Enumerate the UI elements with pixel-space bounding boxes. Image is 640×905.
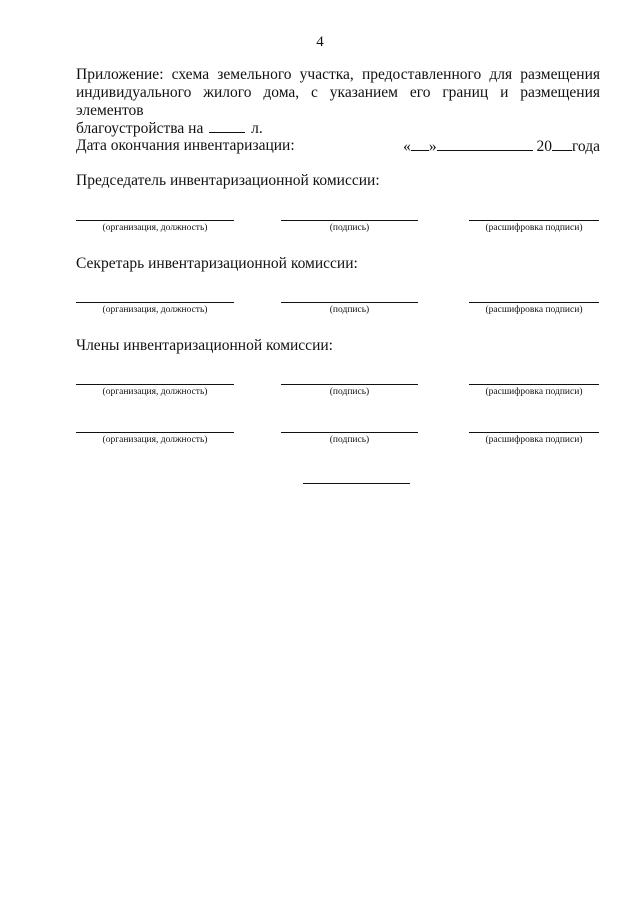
member-signature-row (0, 384, 640, 406)
caption-org: (организация, должность) (102, 223, 208, 233)
signature-line (281, 432, 418, 433)
member-1-org-field[interactable] (76, 384, 234, 397)
appendix-line-1: Приложение: схема земельного участка, предоставленного для размещения (76, 66, 600, 83)
chairman-heading: Председатель инвентаризационной комиссии: (76, 172, 380, 189)
appendix-line-3-suffix: л. (251, 120, 263, 137)
caption-org: (организация, должность) (102, 305, 208, 315)
signature-line (76, 432, 234, 433)
day-blank[interactable] (411, 137, 429, 151)
month-blank[interactable] (437, 137, 533, 151)
close-quote: » (428, 138, 437, 155)
chairman-sign-field[interactable] (281, 220, 418, 233)
member-2-sign-field[interactable] (281, 432, 418, 445)
secretary-name-field[interactable] (469, 302, 599, 315)
member-signature-row (0, 432, 640, 454)
signature-line (469, 220, 599, 221)
caption-name: (расшифровка подписи) (485, 387, 583, 397)
caption-sign: (подпись) (329, 435, 370, 445)
page-number: 4 (316, 34, 324, 50)
caption-sign: (подпись) (329, 387, 370, 397)
year-blank[interactable] (552, 137, 572, 151)
caption-sign: (подпись) (329, 223, 370, 233)
signature-line (281, 384, 418, 385)
member-2-org-field[interactable] (76, 432, 234, 445)
chairman-org-field[interactable] (76, 220, 234, 233)
sheet-count-blank[interactable] (209, 120, 245, 133)
signature-line (76, 220, 234, 221)
secretary-heading: Секретарь инвентаризационной комиссии: (76, 255, 358, 272)
appendix-line-3 (76, 120, 600, 138)
caption-name: (расшифровка подписи) (485, 435, 583, 445)
caption-org: (организация, должность) (102, 435, 208, 445)
appendix-line-3-prefix: благоустройства на (76, 120, 204, 137)
member-1-name-field[interactable] (469, 384, 599, 397)
appendix-paragraph (76, 66, 600, 138)
chairman-signature-row (0, 220, 640, 242)
year-prefix: 20 (536, 138, 552, 155)
caption-name: (расшифровка подписи) (485, 223, 583, 233)
members-heading: Члены инвентаризационной комиссии: (76, 337, 333, 354)
member-1-sign-field[interactable] (281, 384, 418, 397)
signature-line (469, 432, 599, 433)
signature-line (281, 220, 418, 221)
signature-line (469, 302, 599, 303)
secretary-signature-row (0, 302, 640, 324)
caption-org: (организация, должность) (102, 387, 208, 397)
member-2-name-field[interactable] (469, 432, 599, 445)
closing-divider (303, 483, 410, 484)
appendix-line-2: индивидуального жилого дома, с указанием его границ и размещения элементов (76, 84, 600, 119)
caption-sign: (подпись) (329, 305, 370, 315)
caption-name: (расшифровка подписи) (485, 305, 583, 315)
chairman-name-field[interactable] (469, 220, 599, 233)
secretary-sign-field[interactable] (281, 302, 418, 315)
inventory-end-label: Дата окончания инвентаризации: (76, 137, 295, 154)
year-suffix: года (571, 138, 600, 155)
open-quote: « (403, 138, 411, 155)
signature-line (76, 384, 234, 385)
signature-line (76, 302, 234, 303)
secretary-org-field[interactable] (76, 302, 234, 315)
signature-line (281, 302, 418, 303)
inventory-end-date-field (403, 137, 600, 156)
signature-line (469, 384, 599, 385)
